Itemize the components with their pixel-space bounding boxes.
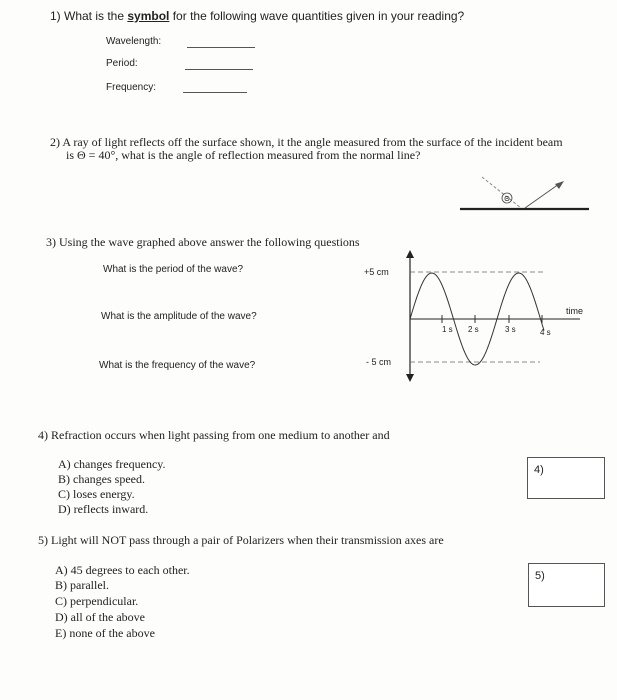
q1-label-frequency: Frequency: <box>106 82 157 93</box>
q3-period-question: What is the period of the wave? <box>103 264 244 275</box>
y-bottom-label: - 5 cm <box>366 357 392 367</box>
q5-answer-box[interactable] <box>528 563 605 607</box>
q4-option-c: C) loses energy. <box>58 487 135 501</box>
q5-question: 5) Light will NOT pass through a pair of Polarizers when their transmission axes are <box>38 533 444 547</box>
q1-blank-period[interactable] <box>185 69 253 70</box>
q1-question-suffix: for the following wave quantities given in your reading? <box>169 9 465 23</box>
y-axis-down-arrow-icon <box>406 374 414 382</box>
q5-option-b: B) parallel. <box>55 578 109 592</box>
y-axis-up-arrow-icon <box>406 250 414 258</box>
wave-graph <box>360 248 615 388</box>
q1-question <box>50 9 464 23</box>
q5-option-e: E) none of the above <box>55 626 155 640</box>
tick-label-4s: 4 s <box>540 328 551 337</box>
q4-answer-box[interactable] <box>527 457 605 499</box>
y-top-label: +5 cm <box>364 267 389 277</box>
reflection-diagram <box>455 165 595 220</box>
tick-label-1s: 1 s <box>442 325 453 334</box>
q1-question-bold: symbol <box>127 9 170 23</box>
q3-frequency-question: What is the frequency of the wave? <box>99 360 256 371</box>
q4-answer-box-label: 4) <box>534 464 544 476</box>
q1-label-wavelength: Wavelength: <box>106 36 162 47</box>
q1-blank-wavelength[interactable] <box>187 47 255 48</box>
angle-symbol: Θ <box>504 196 510 203</box>
tick-label-2s: 2 s <box>468 325 479 334</box>
q1-question-prefix: 1) What is the <box>50 9 128 23</box>
q3-amplitude-question: What is the amplitude of the wave? <box>101 311 257 322</box>
q5-option-a: A) 45 degrees to each other. <box>55 563 190 577</box>
q5-option-d: D) all of the above <box>55 610 145 624</box>
q4-option-a: A) changes frequency. <box>58 457 166 471</box>
q1-label-period: Period: <box>106 58 138 69</box>
q1-blank-frequency[interactable] <box>183 92 247 93</box>
q5-option-c: C) perpendicular. <box>55 594 139 608</box>
q2-question-line1: 2) A ray of light reflects off the surface shown, it the angle measured from the surface of the incident beam <box>50 135 563 149</box>
q4-option-b: B) changes speed. <box>58 472 145 486</box>
q3-question: 3) Using the wave graphed above answer the following questions <box>46 235 360 249</box>
incident-ray <box>482 177 521 208</box>
q2-question-line2: is Θ = 40°, what is the angle of reflection measured from the normal line? <box>66 148 421 162</box>
q4-question: 4) Refraction occurs when light passing from one medium to another and <box>38 428 390 442</box>
x-axis-label: time <box>566 306 584 316</box>
q5-answer-box-label: 5) <box>535 570 545 582</box>
tick-label-3s: 3 s <box>505 325 516 334</box>
reflected-ray-arrowhead-icon <box>555 181 564 189</box>
q4-option-d: D) reflects inward. <box>58 502 149 516</box>
reflected-ray <box>525 184 559 208</box>
